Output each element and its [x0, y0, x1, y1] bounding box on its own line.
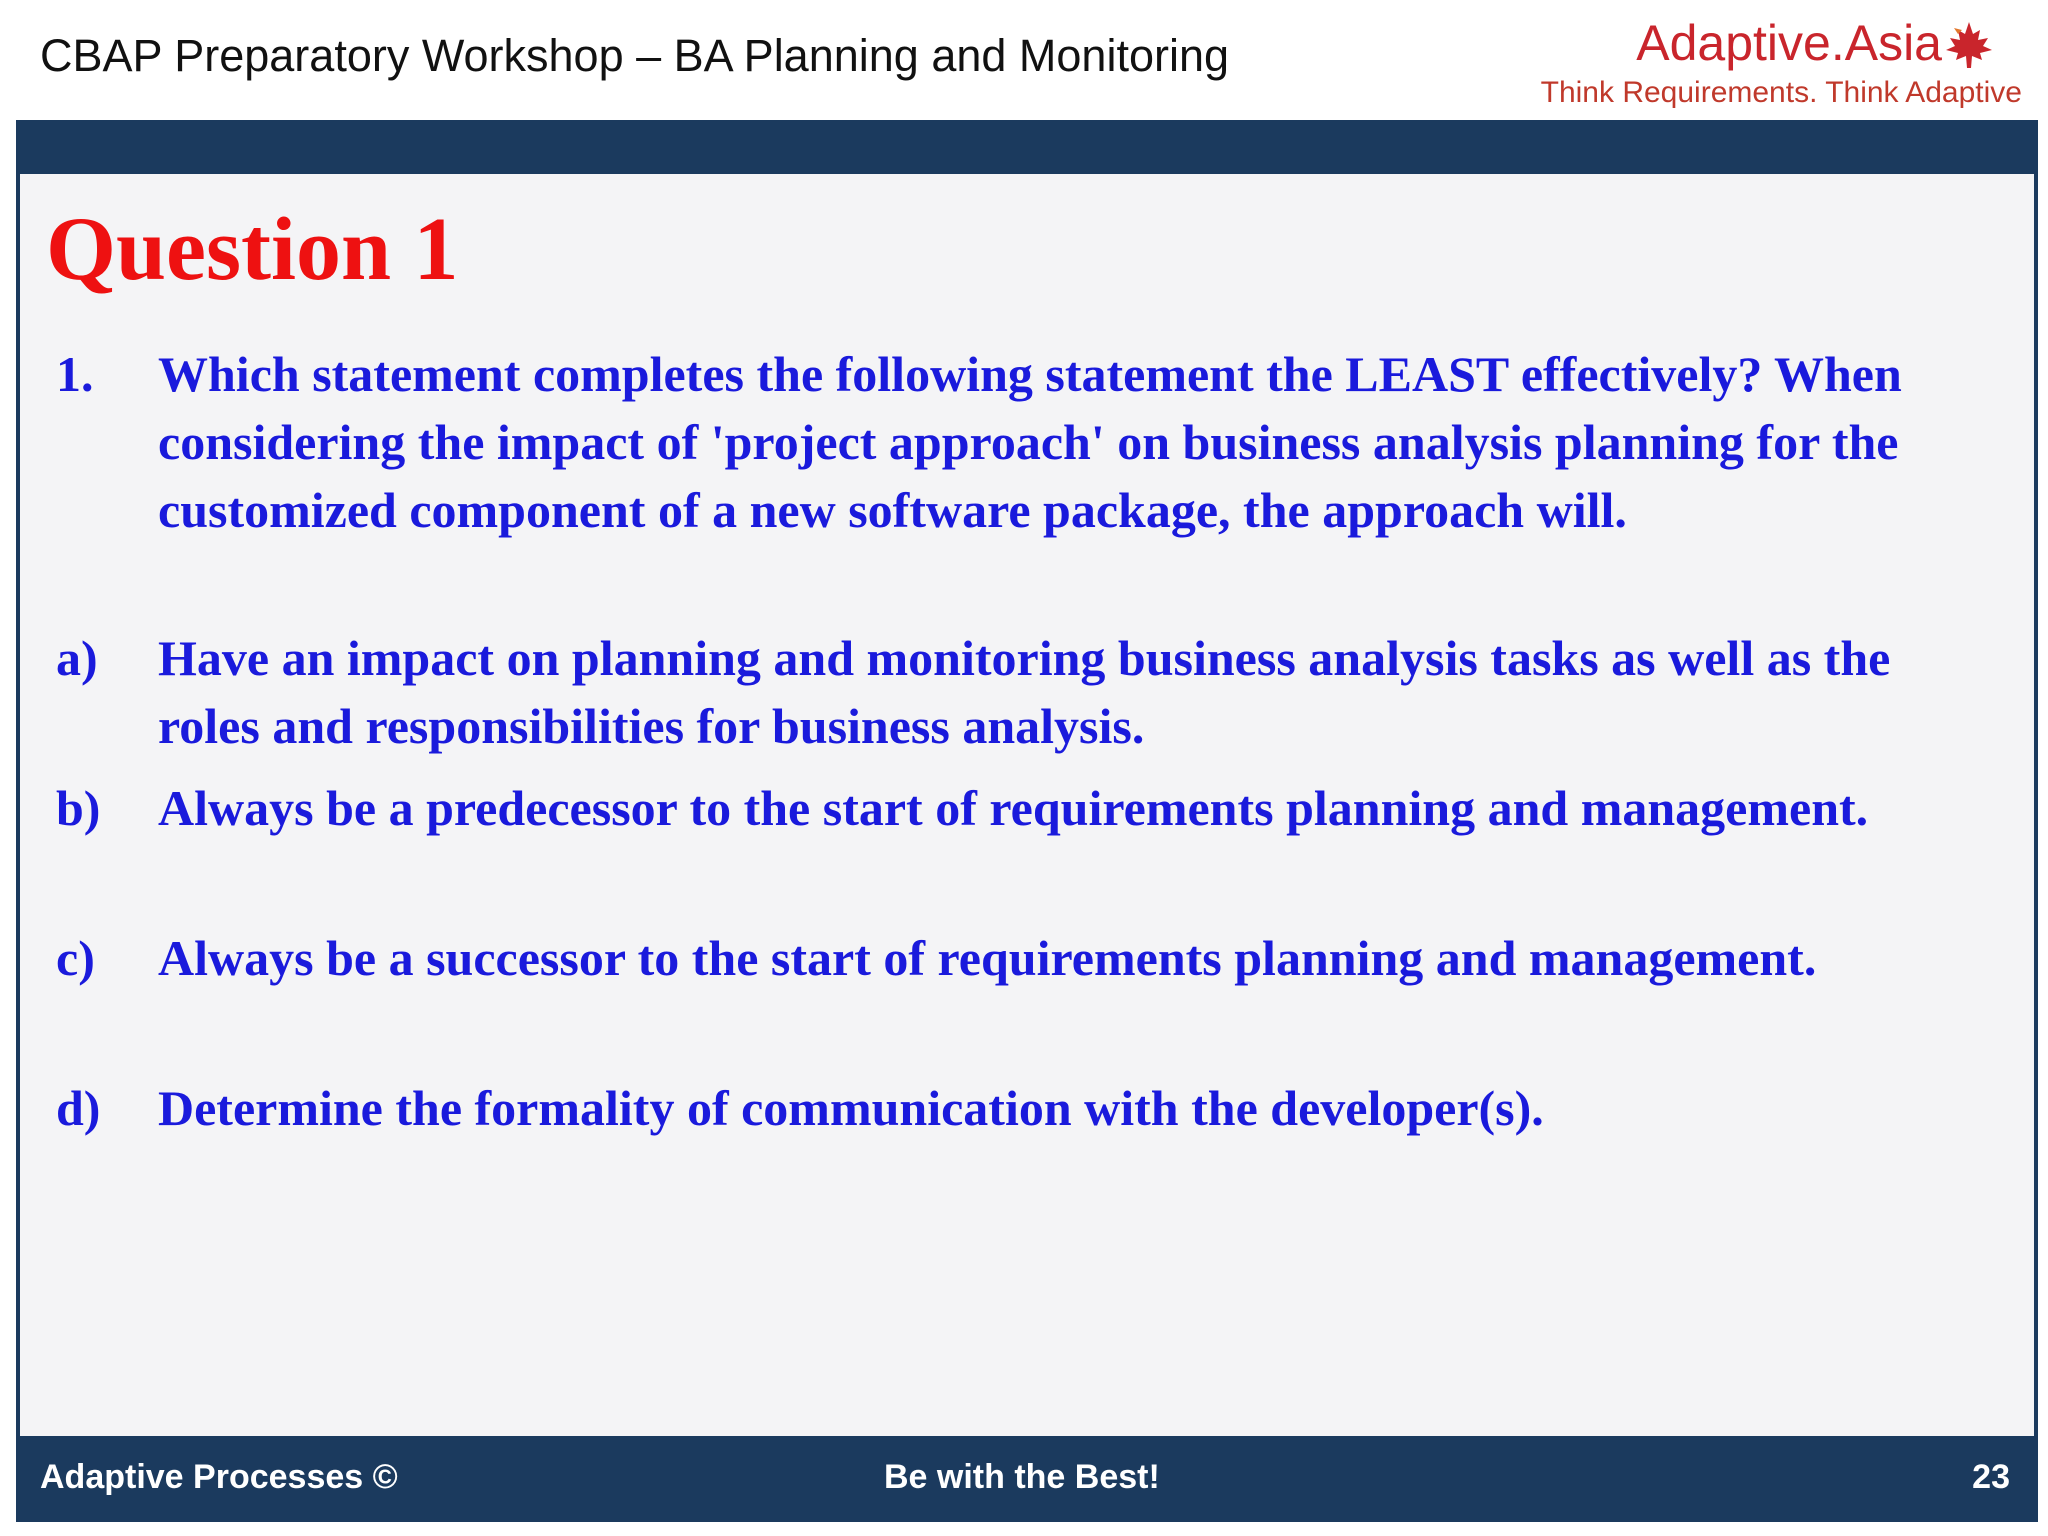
question-text: Which statement completes the following statement the LEAST effectively? When considering the impact of 'project approach' on business analysis planning for the customized component of a new software package, the approach will.	[158, 346, 1902, 538]
header-bar	[16, 120, 2038, 174]
presentation-title: CBAP Preparatory Workshop – BA Planning and Monitoring	[40, 30, 1230, 81]
footer-copyright: Adaptive Processes ©	[40, 1458, 398, 1496]
question-title: Question 1	[46, 200, 459, 299]
option-text: Have an impact on planning and monitoring business analysis tasks as well as the roles and responsibilities for business analysis.	[158, 630, 1891, 754]
option-text: Always be a predecessor to the start of requirements planning and management.	[158, 780, 1869, 836]
option-text: Determine the formality of communication with the developer(s).	[158, 1080, 1544, 1136]
logo-tagline: Think Requirements. Think Adaptive	[1540, 76, 2022, 109]
footer-slogan: Be with the Best!	[884, 1458, 1160, 1496]
question-number: 1.	[56, 346, 94, 402]
option-marker: c)	[56, 930, 95, 986]
maple-leaf-icon	[1942, 18, 1996, 72]
option-marker: b)	[56, 780, 101, 836]
company-logo	[1522, 10, 2022, 110]
logo-name: Adaptive.Asia	[1636, 15, 1942, 71]
option-marker: d)	[56, 1080, 101, 1136]
page-number: 23	[1972, 1458, 2010, 1496]
option-marker: a)	[56, 630, 98, 686]
option-text: Always be a successor to the start of requirements planning and management.	[158, 930, 1817, 986]
